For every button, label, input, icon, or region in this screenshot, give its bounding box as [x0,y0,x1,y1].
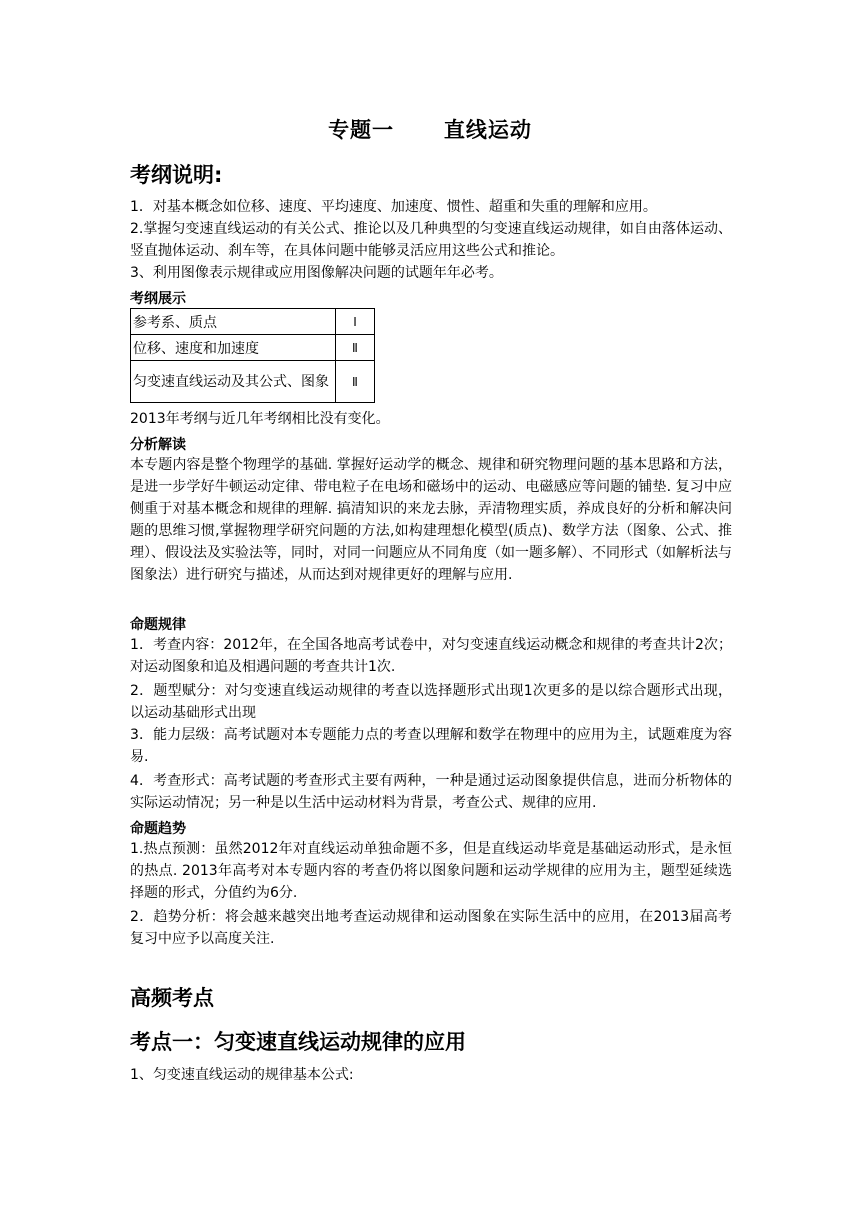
table-row [131,335,375,361]
outline-item-3: 3、利用图像表示规律或应用图像解决问题的试题年年必考。 [130,265,503,281]
table-row [131,309,375,335]
table-cell-level: Ⅰ [336,309,375,335]
table-row [131,361,375,403]
trends-item-1: 1.热点预测：虽然2012年对直线运动单独命题不多，但是直线运动毕竟是基础运动形式，是永恒的热点. 2013年高考对本专题内容的考查仍将以图象问题和运动学规律的应用为主，题型延续选择题的形式，分值约为6分. [130,841,732,901]
table-cell-topic: 参考系、质点 [131,309,336,335]
page-title: 专题一 直线运动 [328,118,532,142]
table-cell-level: Ⅱ [336,361,375,403]
rules-item-3: 3．能力层级：高考试题对本专题能力点的考查以理解和数学在物理中的应用为主，试题难度为容易. [130,727,732,765]
trends-heading: 命题趋势 [130,821,186,837]
table-cell-level: Ⅱ [336,335,375,361]
trends-item-2: 2．趋势分析：将会越来越突出地考查运动规律和运动图象在实际生活中的应用，在2013届高考复习中应予以高度关注. [130,909,732,947]
display-heading: 考纲展示 [130,291,186,307]
outline-table [130,308,375,403]
rules-heading: 命题规律 [130,617,186,633]
display-note: 2013年考纲与近几年考纲相比没有变化。 [130,411,390,427]
outline-item-2: 2.掌握匀变速直线运动的有关公式、推论以及几种典型的匀变速直线运动规律，如自由落体运动、竖直抛体运动、刹车等，在具体问题中能够灵活应用这些公式和推论。 [130,221,732,259]
outline-heading: 考纲说明: [130,163,223,187]
analysis-text: 本专题内容是整个物理学的基础. 掌握好运动学的概念、规律和研究物理问题的基本思路和方法，是进一步学好牛顿运动定律、带电粒子在电场和磁场中的运动、电磁感应等问题的铺垫. 复习中应侧重于对基本概念和规律的理解. 搞清知识的来龙去脉，弄清物理实质，养成良好的分析和解决问题的思维习惯,掌握物理学研究问题的方法,如构建理想化模型(质点)、数学方法（图象、公式、推理）、假设法及实验法等，同时，对同一问题应从不同角度（如一题多解）、不同形式（如解析法与图象法）进行研究与描述，从而达到对规律更好的理解与应用. [130,457,732,583]
table-cell-topic: 位移、速度和加速度 [131,335,336,361]
rules-item-2: 2．题型赋分：对匀变速直线运动规律的考查以选择题形式出现1次更多的是以综合题形式出现，以运动基础形式出现 [130,683,732,721]
outline-item-1: 1．对基本概念如位移、速度、平均速度、加速度、惯性、超重和失重的理解和应用。 [130,199,657,215]
analysis-heading: 分析解读 [130,437,186,453]
point1-item: 1、匀变速直线运动的规律基本公式: [130,1067,354,1083]
table-cell-topic: 匀变速直线运动及其公式、图象 [131,361,336,403]
rules-item-4: 4．考查形式：高考试题的考查形式主要有两种，一种是通过运动图象提供信息，进而分析物体的实际运动情况；另一种是以生活中运动材料为背景，考查公式、规律的应用. [130,773,732,811]
high-freq-heading: 高频考点 [130,986,214,1010]
point1-heading: 考点一：匀变速直线运动规律的应用 [130,1030,466,1054]
rules-item-1: 1．考查内容：2012年，在全国各地高考试卷中，对匀变速直线运动概念和规律的考查共计2次；对运动图象和追及相遇问题的考查共计1次. [130,637,732,675]
